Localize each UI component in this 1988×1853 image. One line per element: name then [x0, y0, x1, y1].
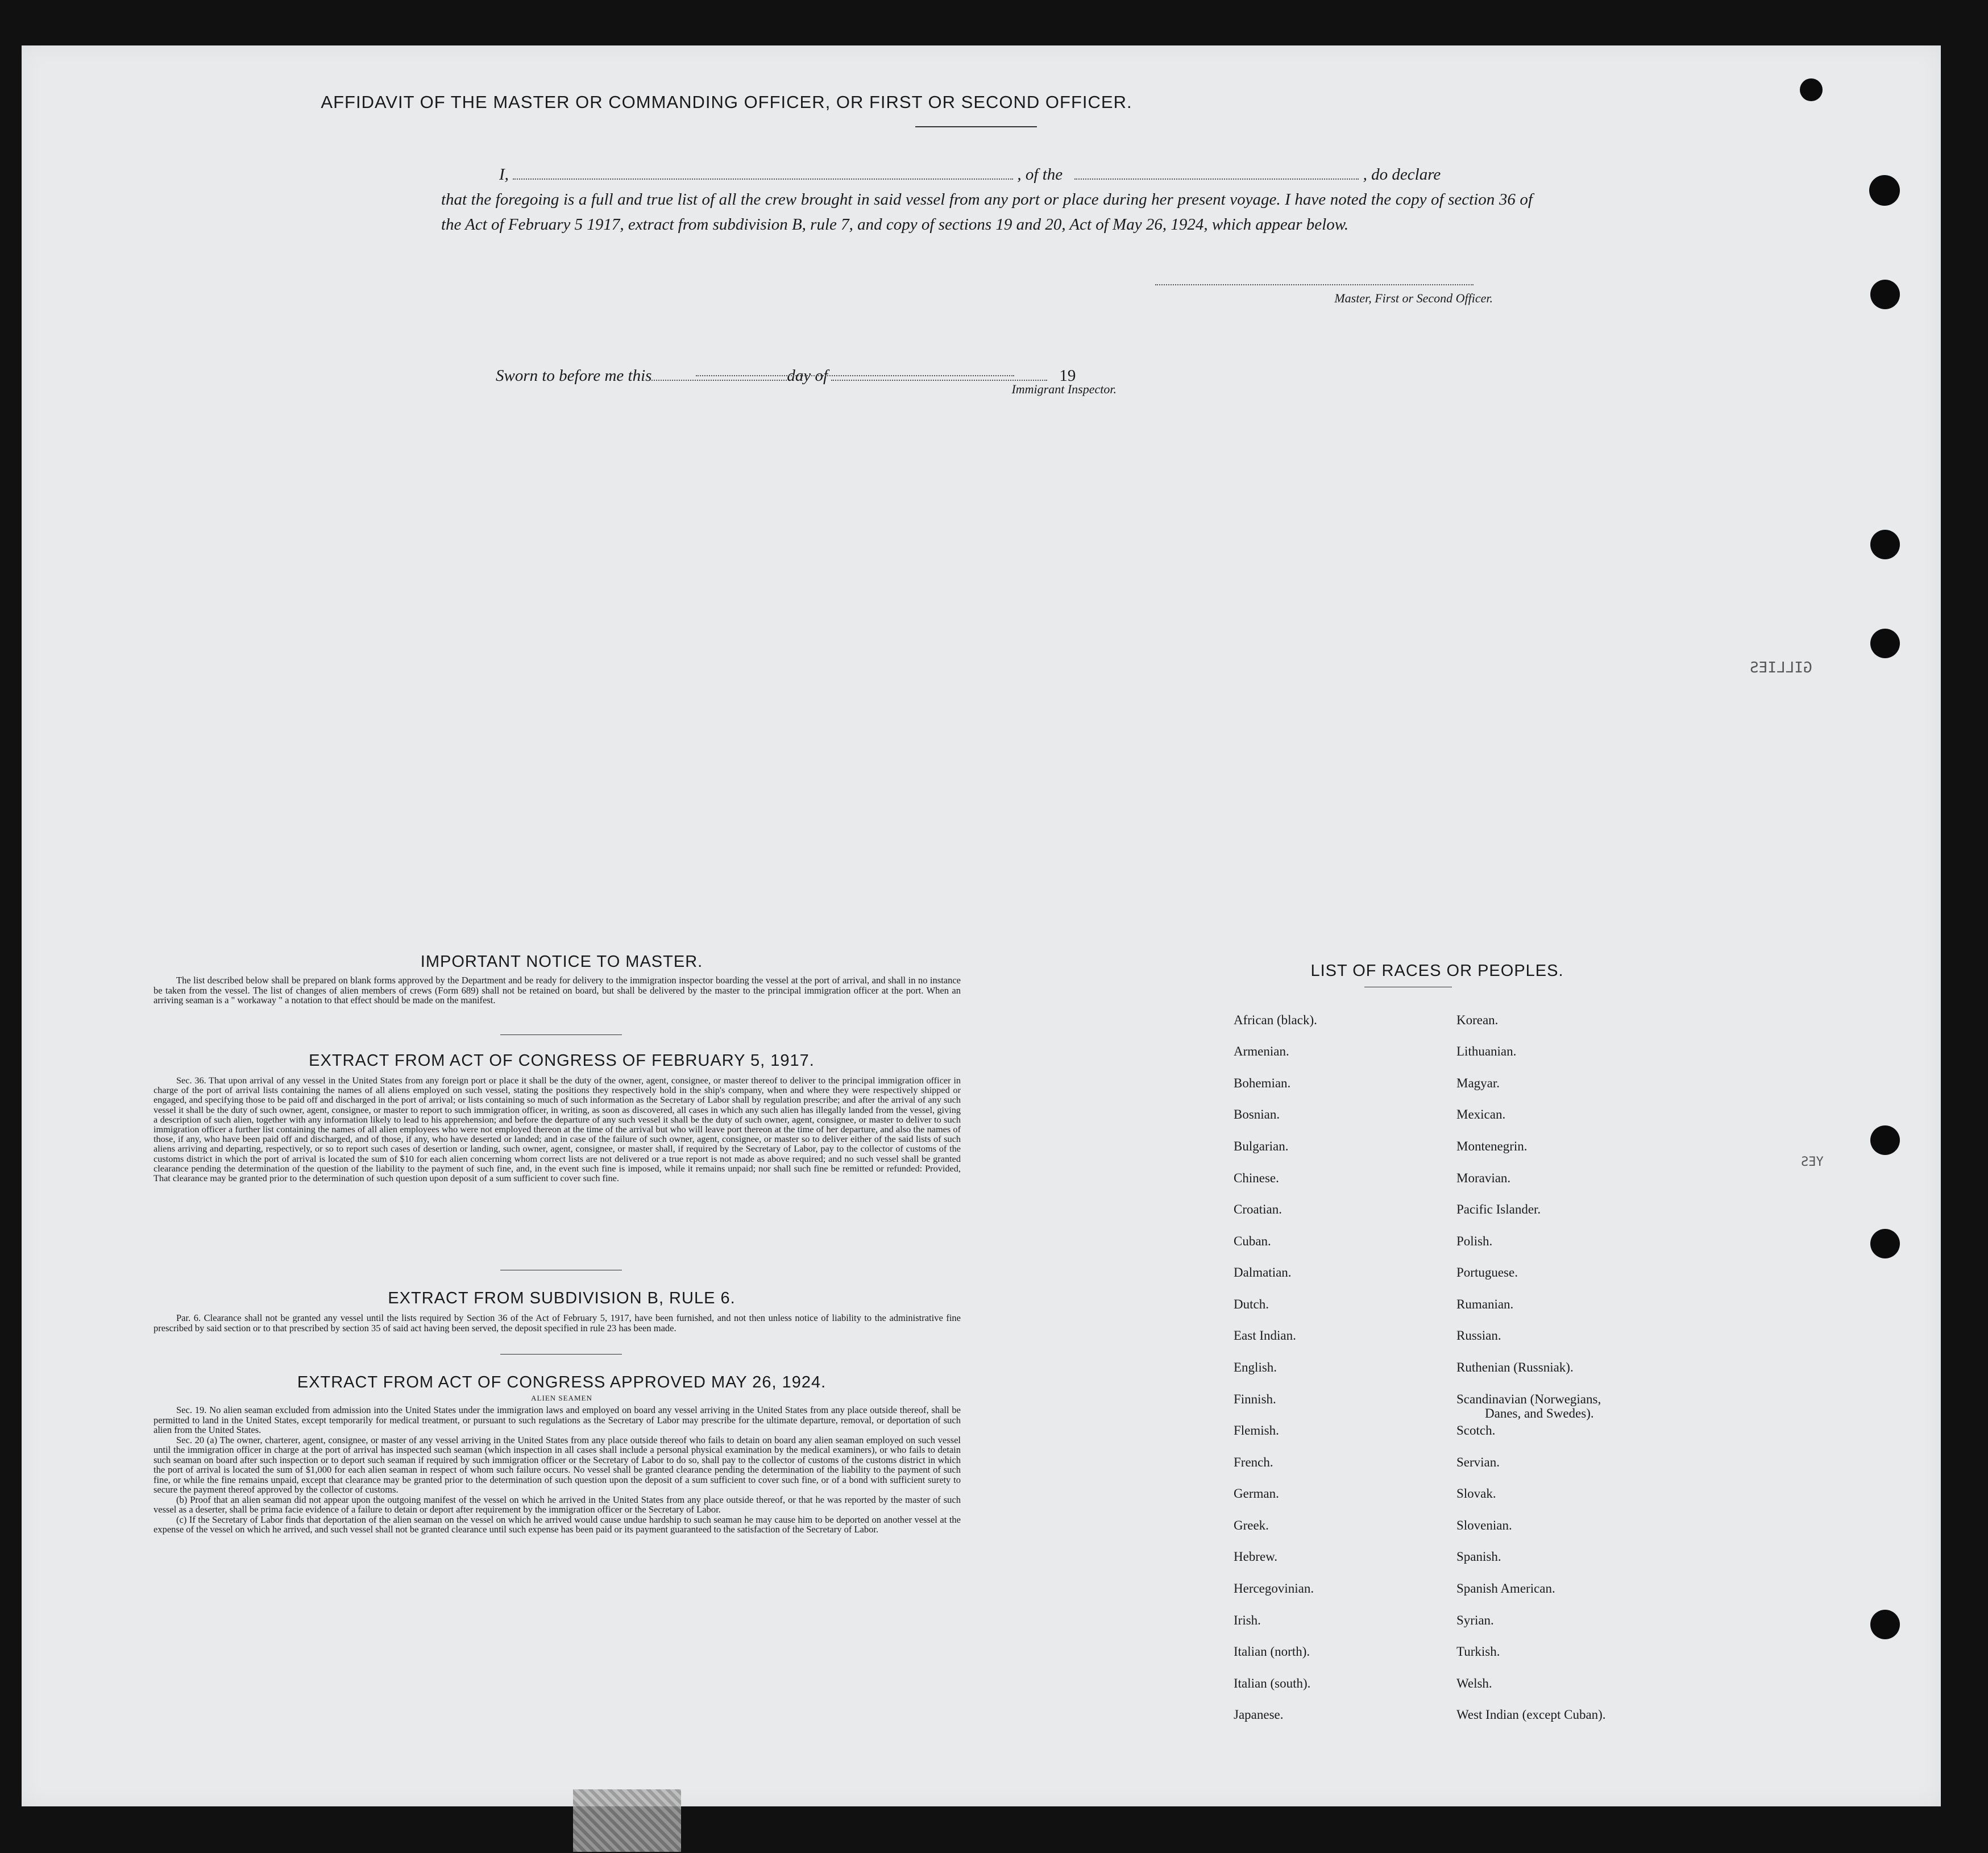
- race-item: Ruthenian (Russniak).: [1456, 1360, 1574, 1374]
- document-page: [22, 45, 1941, 1806]
- section-19: Sec. 19. No alien seaman excluded from admission into the United States under the immigration laws and employed on board any vessel arriving in the United States from any place outside thereof, shall be permitted to land in the United States, except temporarily for medical treatment, or pursuant to such regulations as the Secretary of Labor may prescribe for the ultimate departure, removal, or deportation of such alien from the United States.: [153, 1405, 961, 1435]
- rule-6-heading: EXTRACT FROM SUBDIVISION B, RULE 6.: [388, 1289, 736, 1307]
- race-item: Dalmatian.: [1234, 1265, 1292, 1279]
- year-prefix: 19: [1059, 367, 1076, 385]
- race-item: French.: [1234, 1455, 1273, 1469]
- race-item: Spanish.: [1456, 1549, 1501, 1564]
- race-item: Russian.: [1456, 1328, 1501, 1343]
- affiant-name-field[interactable]: [513, 175, 1013, 180]
- race-item: Slovak.: [1456, 1486, 1496, 1501]
- race-item: Dutch.: [1234, 1297, 1269, 1311]
- race-item: Mexican.: [1456, 1107, 1506, 1121]
- race-item: Portuguese.: [1456, 1265, 1518, 1279]
- sworn-prefix: Sworn to before me this: [496, 367, 652, 385]
- race-item: Greek.: [1234, 1518, 1269, 1532]
- do-declare-label: , do declare: [1363, 165, 1441, 184]
- divider: [500, 1354, 622, 1355]
- punch-hole: [1870, 280, 1900, 309]
- race-item: English.: [1234, 1360, 1277, 1374]
- race-item: Turkish.: [1456, 1644, 1500, 1659]
- race-item: Scotch.: [1456, 1423, 1496, 1437]
- race-item: Hercegovinian.: [1234, 1581, 1314, 1596]
- punch-hole: [1870, 1125, 1900, 1155]
- extract-1917-heading: EXTRACT FROM ACT OF CONGRESS OF FEBRUARY 5, 1917.: [309, 1052, 815, 1070]
- affidavit-body: that the foregoing is a full and true list of all the crew brought in said vessel from any port or place during her present voyage. I have noted the copy of section 36 of the Act of February 5 1917, extract from subdivision B, rule 7, and copy of sections 19 and 20, Act of May 26, 1924, which appear below.: [441, 190, 1533, 234]
- divider: [500, 1034, 622, 1035]
- extract-1924-heading: EXTRACT FROM ACT OF CONGRESS APPROVED MAY 26, 1924.: [297, 1373, 827, 1391]
- punch-hole: [1800, 78, 1823, 101]
- race-item: Armenian.: [1234, 1044, 1289, 1058]
- sworn-date-field[interactable]: [651, 376, 787, 381]
- race-item: Montenegrin.: [1456, 1139, 1528, 1153]
- punch-hole: [1870, 1610, 1900, 1639]
- race-item: Syrian.: [1456, 1613, 1494, 1627]
- race-item: Servian.: [1456, 1455, 1500, 1469]
- sworn-month-field[interactable]: [831, 376, 1047, 381]
- race-item: Bulgarian.: [1234, 1139, 1289, 1153]
- race-item: Moravian.: [1456, 1171, 1511, 1185]
- race-item: African (black).: [1234, 1013, 1317, 1027]
- extract-1917-text: Sec. 36. That upon arrival of any vessel in the United States from any foreign port or place it shall be the duty of the owner, agent, consignee, or master thereof to deliver to the principal immigration officer in charge of the port of arrival lists containing the names of all aliens employed on such vessel, stating the positions they respectively hold in the ship's company, when and where they were respectively shipped or engaged, and specifying those to be paid off and discharged in the port of arrival; or lists containing so much of such information as the Secretary of Labor shall by regulation prescribe; and after the arrival of any such vessel it shall be the duty of such owner, agent, consignee, or master to report to such immigration officer, in writing, as soon as discovered, all cases in which any such alien has illegally landed from the vessel, giving a description of such alien, together with any information likely to lead to his apprehension; and before the departure of any such vessel it shall be the duty of such owner, agent, consignee, or master to deliver to such immigration officer a further list containing the names of all alien employees who were not employed thereon at the time of the arrival but who will leave port thereon at the time of her departure, and also the names of those, if any, who have been paid off and discharged, and of those, if any, who have deserted or landed; and in case of the failure of such owner, agent, consignee, or master so to deliver either of the said lists of such aliens arriving and departing, respectively, or so to report such cases of desertion or landing, such owner, agent, consignee, or master shall, if required by the Secretary of Labor, pay to the collector of customs of the customs district in which the port of arrival is located the sum of $10 for each alien concerning whom correct lists are not delivered or a true report is not made as above required; and no such vessel shall be granted clearance pending the determination of the question of the liability to the payment of such fine, and, in the event such fine is imposed, while it remains unpaid; nor shall such fine be remitted or refunded: Provided, That clearance may be granted prior to the determination of such question upon deposit of a sum sufficient to cover such fine.: [153, 1075, 961, 1184]
- title-underline: [915, 126, 1037, 127]
- rule-6-text: Par. 6. Clearance shall not be granted any vessel until the lists required by Section 36 of the Act of February 5, 1917, have been furnished, and not then unless notice of liability to the administrative fine prescribed by said section or to that prescribed by section 35 of said act having been served, the deposit specified in rule 23 has been made.: [153, 1312, 961, 1333]
- race-item: Italian (north).: [1234, 1644, 1310, 1659]
- punch-hole: [1869, 175, 1900, 206]
- vessel-name-field[interactable]: [1074, 175, 1359, 180]
- notice-text: The list described below shall be prepared on blank forms approved by the Department and be ready for delivery to the immigration inspector boarding the vessel at the port of arrival, and shall in no instance be taken from the vessel. The list of changes of alien members of crews (Form 689) shall not be retained on board, but shall be delivered by the master to the principal immigration officer at the port. When an arriving seaman is a " workaway " a notation to that effect should be made on the manifest.: [153, 975, 961, 1006]
- races-heading: LIST OF RACES OR PEOPLES.: [1310, 962, 1564, 980]
- race-item: Cuban.: [1234, 1234, 1271, 1248]
- race-item: Magyar.: [1456, 1076, 1500, 1090]
- inspector-signature-label: Immigrant Inspector.: [1011, 382, 1117, 396]
- race-item: Croatian.: [1234, 1202, 1282, 1216]
- affiant-prefix: I,: [499, 165, 509, 184]
- alien-seamen-subheading: ALIEN SEAMEN: [531, 1394, 592, 1402]
- race-item: Welsh.: [1456, 1676, 1492, 1690]
- punch-hole: [1870, 629, 1900, 658]
- race-item: Korean.: [1456, 1013, 1499, 1027]
- race-item: Italian (south).: [1234, 1676, 1311, 1690]
- paper-stain: [573, 1789, 681, 1852]
- section-20b: (b) Proof that an alien seaman did not appear upon the outgoing manifest of the vessel on which he arrived in the United States from any place outside thereof, or that he was reported by the master of such vessel as a deserter, shall be prima facie evidence of a failure to detain or deport after requirement by the immigration officer or the Secretary of Labor.: [153, 1494, 961, 1515]
- race-item: Japanese.: [1234, 1707, 1284, 1722]
- race-item: Rumanian.: [1456, 1297, 1514, 1311]
- race-item: Polish.: [1456, 1234, 1493, 1248]
- officer-signature-label: Master, First or Second Officer.: [1334, 291, 1493, 305]
- race-item: West Indian (except Cuban).: [1456, 1707, 1606, 1722]
- race-item: Spanish American.: [1456, 1581, 1555, 1596]
- affidavit-title: AFFIDAVIT OF THE MASTER OR COMMANDING OFFICER, OR FIRST OR SECOND OFFICER.: [321, 92, 1132, 112]
- race-item: Bosnian.: [1234, 1107, 1280, 1121]
- yes-stamp: YES: [1801, 1155, 1824, 1169]
- section-20c: (c) If the Secretary of Labor finds that deportation of the alien seaman on the vessel on which he arrived would cause undue hardship to such seaman he may cause him to be deported on another vessel at the expense of the vessel on which he arrived, and such vessel shall not be granted clearance until such expense has been paid or its payment guaranteed to the satisfaction of the Secretary of Labor.: [153, 1514, 961, 1535]
- extract-1924-text: [153, 1405, 961, 1535]
- race-item: Hebrew.: [1234, 1549, 1278, 1564]
- race-item: Bohemian.: [1234, 1076, 1291, 1090]
- inspector-signature-line[interactable]: [696, 375, 1014, 376]
- notice-heading: IMPORTANT NOTICE TO MASTER.: [420, 953, 703, 971]
- officer-signature-line[interactable]: [1155, 284, 1474, 285]
- race-item: Irish.: [1234, 1613, 1261, 1627]
- race-item: Scandinavian (Norwegians,: [1456, 1392, 1601, 1406]
- race-item: Pacific Islander.: [1456, 1202, 1541, 1216]
- race-item: Lithuanian.: [1456, 1044, 1517, 1058]
- gillies-stamp: GILLIES: [1750, 659, 1812, 676]
- race-item: Flemish.: [1234, 1423, 1279, 1437]
- section-20a: Sec. 20 (a) The owner, charterer, agent, consignee, or master of any vessel arriving in the United States from any place outside thereof who fails to detain on board any alien seaman employed on such vessel until the immigration officer in charge at the port of arrival has inspected such seaman (which inspection in all cases shall include a personal physical examination by the medical examiners), or who fails to detain such seaman on board after such inspection or to deport such seaman if required by such immigration officer or the Secretary of Labor to do so, shall pay to the collector of customs of the customs district in which the port of arrival is located the sum of $1,000 for each alien seaman in respect of whom such failure occurs. No vessel shall be granted clearance pending the determination of the liability to the payment of such fine, or while the fine remains unpaid, except that clearance may be granted prior to the determination of such question upon the deposit of a sum sufficient to cover such fine, or of a bond with sufficient surety to secure the payment thereof approved by the collector of customs.: [153, 1434, 961, 1495]
- race-item: Finnish.: [1234, 1392, 1276, 1406]
- race-item-continuation: Danes, and Swedes).: [1485, 1406, 1594, 1420]
- of-the-label: , of the: [1017, 165, 1063, 184]
- punch-hole: [1870, 1229, 1900, 1258]
- race-item: German.: [1234, 1486, 1279, 1501]
- punch-hole: [1870, 530, 1900, 559]
- affidavit-text: [441, 162, 1533, 237]
- race-item: East Indian.: [1234, 1328, 1296, 1343]
- race-item: Chinese.: [1234, 1171, 1279, 1185]
- race-item: Slovenian.: [1456, 1518, 1512, 1532]
- day-of-label: day of: [787, 367, 828, 385]
